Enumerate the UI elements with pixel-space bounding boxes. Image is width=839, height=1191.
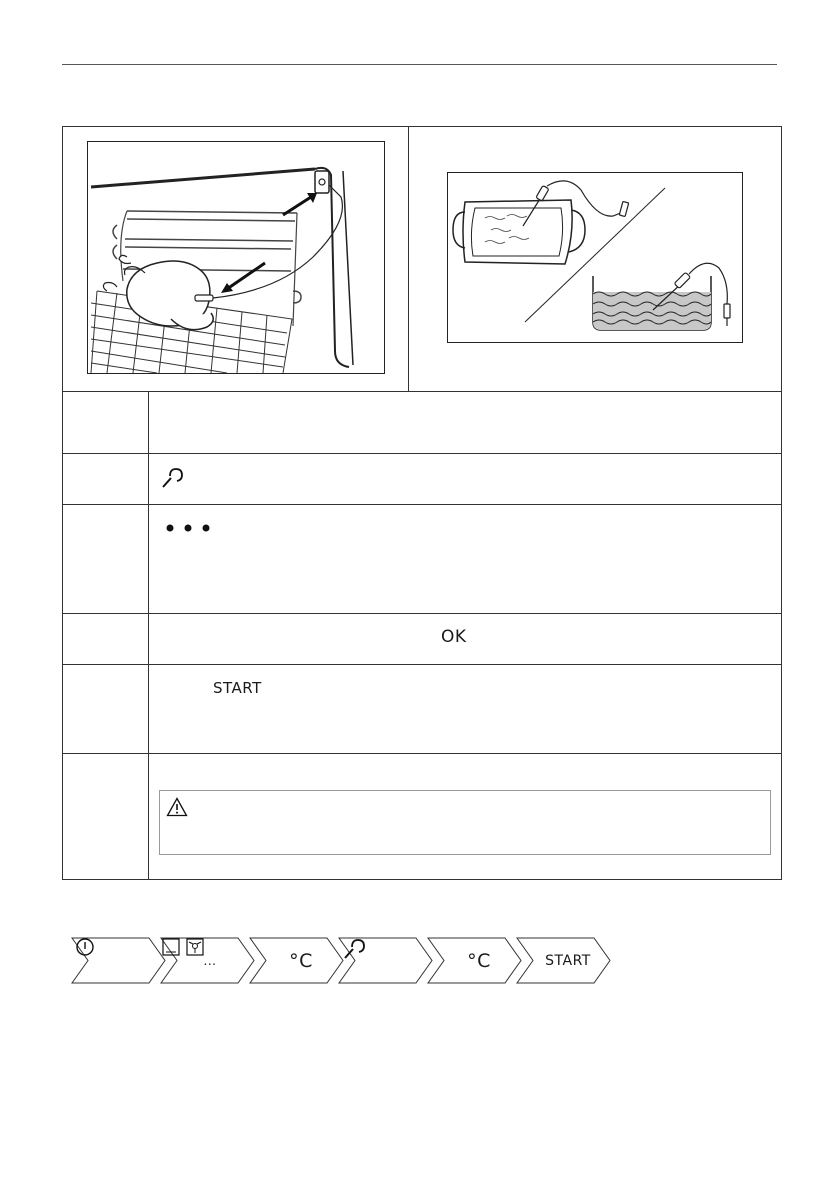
start-button-label: START: [213, 679, 262, 697]
flow-step-core-temperature: [427, 937, 517, 984]
flow-label: ...: [203, 953, 217, 968]
flow-label: START: [545, 952, 591, 969]
ellipsis-icon: [165, 523, 215, 533]
step-row-6: [63, 754, 781, 880]
step-number: [63, 754, 148, 764]
step-number: [63, 391, 148, 401]
steps-table: [62, 126, 782, 880]
ok-button-label: OK: [441, 627, 467, 647]
step-number: [63, 665, 148, 675]
header-rule: [62, 64, 777, 65]
warning-box: [159, 790, 771, 855]
step-number: [63, 454, 148, 464]
step-number: [63, 614, 148, 624]
flow-step-start: [516, 937, 606, 984]
step-number: [63, 505, 148, 515]
oven-probe-illustration: [87, 141, 385, 374]
flow-step-temperature: [249, 937, 339, 984]
warning-triangle-icon: [166, 797, 188, 817]
step-row-4: [63, 614, 781, 665]
flow-label: °C: [289, 949, 313, 972]
illustration-divider: [408, 127, 409, 391]
procedure-flow: [71, 937, 616, 984]
flow-step-core-probe: [338, 937, 428, 984]
probe-placement-illustration: [447, 172, 743, 343]
step-row-2: [63, 454, 781, 505]
flow-step-power: [71, 937, 161, 984]
illustration-row: [63, 127, 781, 392]
oven-function-icons: [162, 937, 206, 957]
core-probe-icon: [160, 466, 186, 490]
core-probe-icon: [342, 937, 368, 961]
flow-label: °C: [467, 949, 491, 972]
step-row-1: [63, 391, 781, 454]
step-row-5: [63, 665, 781, 754]
step-row-3: [63, 505, 781, 614]
flow-step-function: [160, 937, 250, 984]
power-icon: [75, 937, 95, 957]
